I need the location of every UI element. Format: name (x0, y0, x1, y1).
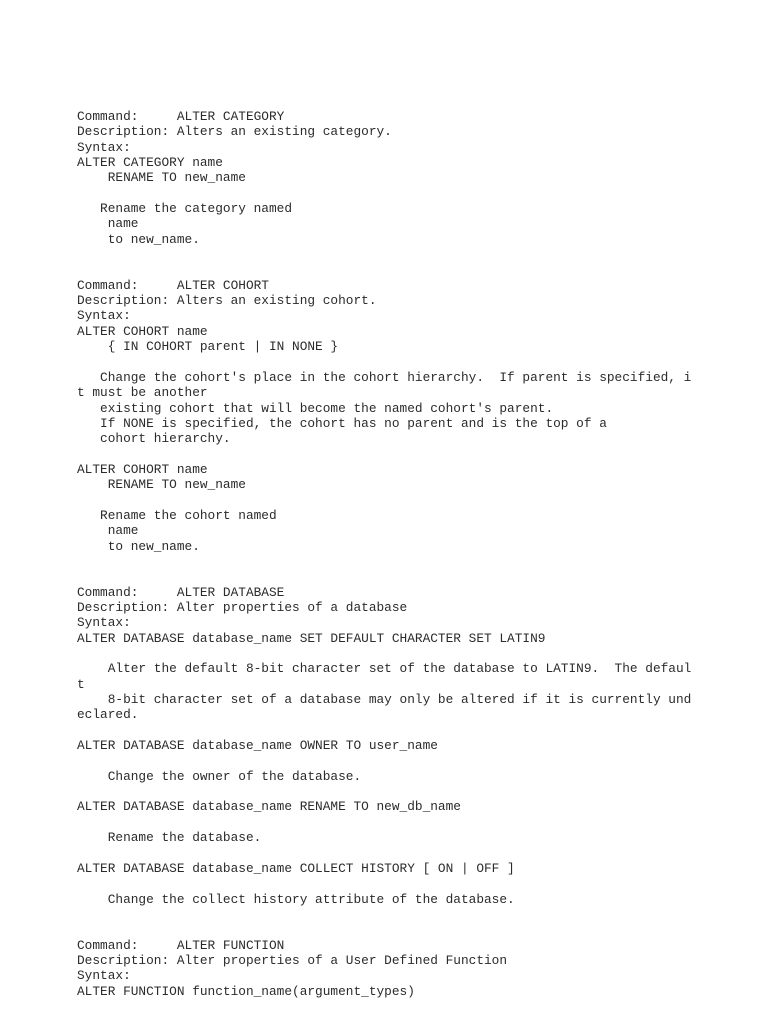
text-line: Command: ALTER DATABASE (77, 584, 285, 600)
text-line: Description: Alter properties of a database (77, 600, 408, 615)
text-line: 8-bit character set of a database may only be altered if it is currently und (77, 692, 692, 708)
text-line: Change the collect history attribute of the database. (77, 891, 515, 907)
text-line (77, 493, 757, 508)
text-line: { IN COHORT parent | IN NONE } (77, 339, 339, 355)
text-line (77, 876, 757, 891)
text-line (77, 247, 757, 262)
text-line: ALTER DATABASE database_name COLLECT HISTORY [ ON | OFF ] (77, 860, 515, 876)
text-line: Command: ALTER FUNCTION (77, 937, 285, 953)
text-line (77, 753, 757, 768)
text-line: existing cohort that will become the named cohort's parent. (77, 400, 554, 416)
text-line: Command: ALTER COHORT (77, 277, 269, 293)
text-line: Change the cohort's place in the cohort hierarchy. If parent is specified, i (77, 369, 692, 385)
text-line: ALTER FUNCTION function_name(argument_types) (77, 983, 415, 999)
text-line (77, 186, 757, 201)
text-line: If NONE is specified, the cohort has no parent and is the top of a (77, 415, 607, 431)
text-line: cohort hierarchy. (77, 431, 231, 447)
text-line: Command: ALTER CATEGORY (77, 109, 285, 124)
text-line: to new_name. (77, 231, 200, 247)
text-line: Description: Alters an existing cohort. (77, 293, 377, 309)
document-page (77, 109, 757, 999)
text-line: Rename the database. (77, 830, 262, 846)
text-line (77, 355, 757, 370)
text-line: name (77, 523, 139, 539)
text-line: RENAME TO new_name (77, 170, 246, 186)
text-line: Syntax: (77, 308, 131, 324)
text-line (77, 554, 757, 569)
text-line: ALTER DATABASE database_name OWNER TO user_name (77, 738, 438, 754)
text-line: t must be another (77, 385, 208, 401)
text-line: name (77, 216, 139, 232)
text-line: t (77, 676, 85, 692)
text-line (77, 569, 757, 584)
text-line: Rename the cohort named (77, 507, 277, 523)
text-line: ALTER CATEGORY name (77, 155, 223, 171)
text-line (77, 815, 757, 830)
text-line (77, 646, 757, 661)
text-line (77, 447, 757, 462)
text-line: eclared. (77, 707, 139, 723)
text-line: ALTER COHORT name (77, 323, 208, 339)
text-line: Rename the category named (77, 201, 293, 217)
text-line (77, 262, 757, 277)
text-line: ALTER COHORT name (77, 461, 208, 477)
text-line (77, 907, 757, 922)
text-line: Syntax: (77, 615, 131, 631)
text-line: Description: Alters an existing category. (77, 124, 392, 140)
text-line: RENAME TO new_name (77, 477, 246, 493)
text-line: Description: Alter properties of a User Defined Function (77, 952, 508, 968)
text-line: Syntax: (77, 139, 131, 155)
text-line (77, 846, 757, 861)
text-line (77, 784, 757, 799)
text-line: to new_name. (77, 538, 200, 554)
text-line (77, 922, 757, 937)
text-line (77, 723, 757, 738)
text-line: ALTER DATABASE database_name SET DEFAULT CHARACTER SET LATIN9 (77, 630, 546, 646)
text-line: ALTER DATABASE database_name RENAME TO new_db_name (77, 799, 461, 815)
text-line: Syntax: (77, 968, 131, 984)
text-line: Alter the default 8-bit character set of the database to LATIN9. The defaul (77, 661, 692, 677)
text-line: Change the owner of the database. (77, 768, 362, 784)
